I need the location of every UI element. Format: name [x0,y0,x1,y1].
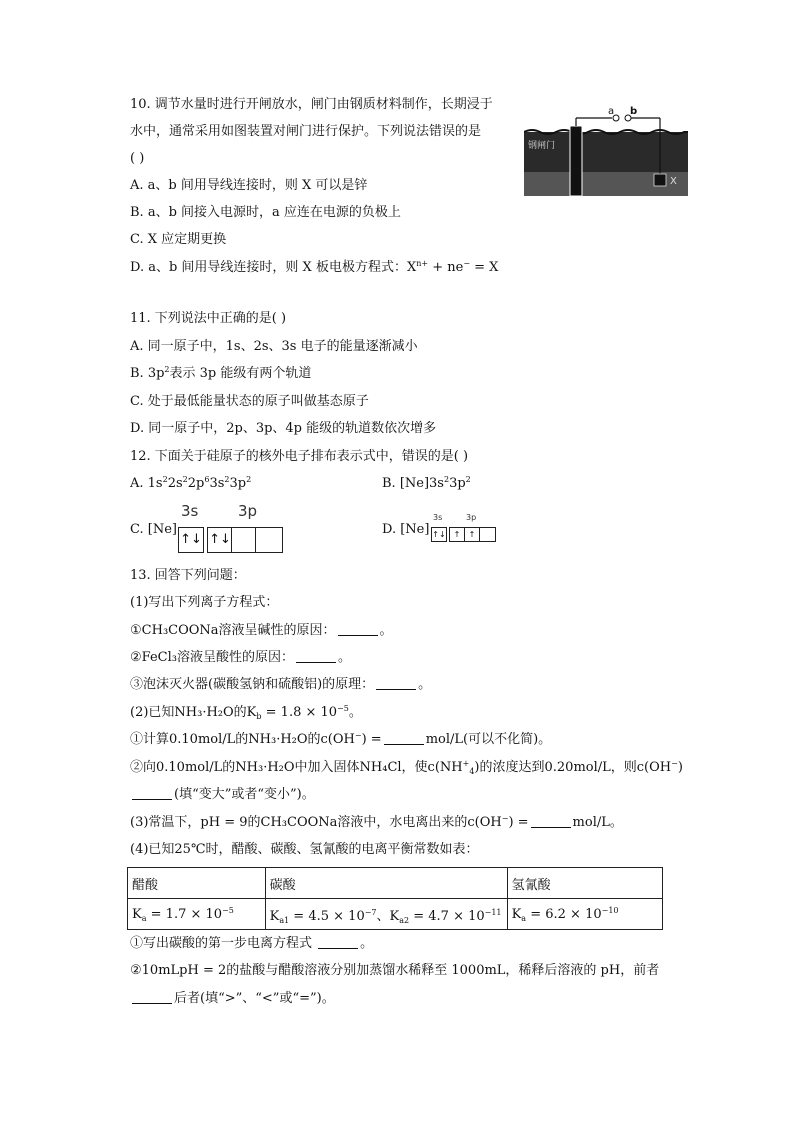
q13-part1-item2: ②FeCl₃溶液呈酸性的原因： 。 [130,650,351,665]
q13-part2-item2: ②向0.10mol/L的NH₃·H₂O中加入固体NH₄Cl，使$c(NH^+_4)$的浓度达到0.20mol/L，则c(OH−) [130,759,683,776]
q11-option-d: D. 同一原子中，2p、3p、4p 能级的轨道数依次增多 [130,421,437,436]
sluice-gate-figure [524,104,688,196]
q13-part1-item3-text: ③泡沫灭火器(碳酸氢钠和硫酸铝)的原理： [130,677,375,692]
answer-blank[interactable] [132,991,172,1004]
table-header-acetic: 醋酸 [128,868,266,899]
q11-stem: 11. 下列说法中正确的是( ) [130,311,287,326]
q10-option-b: B. a、b 间接入电源时，a 应连在电源的负极上 [130,205,401,220]
q11-option-b-pre: B. 3p [130,366,165,381]
q12-option-a-label: A. 1s [130,476,163,491]
table-row [128,899,663,930]
table-cell-carbonic: $K_{a1} = 4.5 \times 10^{-7}$、$K_{a2} = 4.7 \times 10^{-11}$ [265,899,507,930]
table-row [128,868,663,899]
q13-part3: (3)常温下，pH = 9的CH₃COONa溶液中，水电离出来的c(OH−) = mol/L。 [130,814,623,830]
ka2-carbonic: 4.7 × 10 [428,908,485,924]
q11-option-b-post: 表示 3p 能级有两个轨道 [169,366,312,381]
ka1-carbonic: 4.5 × 10 [308,908,365,924]
q13-part3-a: (3)常温下，pH = 9的CH₃COONa溶液中，水电离出来的c(OH [130,815,502,830]
orbital-arrows-3s: ↑↓ [180,532,202,547]
answer-blank[interactable] [376,677,416,690]
answer-blank[interactable] [132,787,172,800]
q11-option-a: A. 同一原子中，1s、2s、3s 电子的能量逐渐减小 [130,339,418,354]
q13-part2-text: (2)已知NH₃·H₂O的K [130,705,257,720]
ka-acetic-exp: −5 [222,905,234,915]
q10-option-d-sup: n+ [416,259,429,268]
orbital-arrow-3p-small-1: ↑ [453,530,461,539]
q13-part2-item2-b: )的浓度达到0.20mol/L，则c(OH [474,760,672,775]
q10-option-d [130,260,498,276]
ka2-carbonic-exp: −11 [484,907,502,917]
q12-option-c-label: C. [Ne] [130,522,177,537]
ka-acetic: 1.7 × 10 [165,906,223,922]
q13-part4: (4)已知25℃时，醋酸、碳酸、氢氰酸的电离平衡常数如表： [130,842,479,857]
orbital-box-3p-large [207,527,283,553]
q13-part2-item2-cont [130,787,315,803]
q11-option-c: C. 处于最低能量状态的原子叫做基态原子 [130,394,369,409]
q13-part4-item1: ①写出碳酸的第一步电离方程式 。 [130,936,374,951]
q10-option-d-end: = X [470,260,499,275]
q13-part4-item2-b: 后者(填“>”、“<”或“=”)。 [174,991,335,1006]
q10-option-d-mid: + ne [428,260,464,275]
orbital-arrows-3s-small: ↑↓ [432,530,446,539]
figure-label-x: X [670,176,677,187]
q10-option-a: A. a、b 间用导线连接时，则 X 可以是锌 [130,178,368,193]
q13-part1-item3: ③泡沫灭火器(碳酸氢钠和硫酸铝)的原理： 。 [130,677,432,692]
answer-blank[interactable] [384,732,424,745]
q13-part2-item2-a: ②向0.10mol/L的NH₃·H₂O中加入固体NH₄Cl，使c(NH [130,760,463,775]
q13-part2-item1-b: ) = [361,732,382,747]
table-header-hcn: 氢氰酸 [507,868,662,899]
answer-blank[interactable] [531,815,571,828]
answer-blank[interactable] [338,623,378,636]
answer-blank[interactable] [318,936,358,949]
ionization-constants-table [127,867,663,930]
orbital-label-3s-small: 3s [433,513,443,522]
orbital-arrow-3p-small-2: ↑ [468,530,476,539]
q11-option-b [130,366,311,382]
q13-part1-item1-text: ①CH₃COONa溶液呈碱性的原因： [130,623,336,638]
orbital-box-3s-small [431,527,447,542]
figure-label-a: a [608,106,615,117]
q13-part2-item1: ①计算0.10mol/L的NH₃·H₂O的c(OH−) = mol/L(可以不化简)。 [130,731,552,747]
table-cell-hcn: $K_a = 6.2 \times 10^{-10}$ [507,899,662,930]
q10-stem-line1: 10. 调节水量时进行开闸放水，闸门由钢质材料制作，长期浸于 [130,97,493,112]
q13-part1-item2-text: ②FeCl₃溶液呈酸性的原因： [130,650,294,665]
ka1-carbonic-exp: −7 [364,907,377,917]
table-cell-acetic: $K_a = 1.7 \times 10^{-5}$ [128,899,266,930]
q12-stem: 12. 下面关于硅原子的核外电子排布表示式中，错误的是( ) [130,449,469,464]
q13-part4-item2: ②10mLpH = 2的盐酸与醋酸溶液分别加蒸馏水稀释至 1000mL，稀释后溶液的 pH，前者 [130,963,660,978]
figure-label-gate: 钢闸门 [528,141,556,151]
q13-part2-item1-c: mol/L(可以不化简)。 [425,732,552,747]
ka-hcn-exp: −10 [601,905,619,915]
q13-part4-item2-cont [130,991,335,1007]
q12-option-b-label: B. [Ne]3s [382,476,444,491]
q12-option-a: A. $1s^22s^22p^63s^23p^2$ [130,475,252,491]
q10-stem-line2: 水中，通常采用如图装置对闸门进行保护。下列说法错误的是 [130,124,482,139]
q10-option-c: C. X 应定期更换 [130,232,227,247]
answer-blank[interactable] [296,650,336,663]
q10-option-d-text: D. a、b 间用导线连接时，则 X 板电极方程式：X [130,260,417,275]
orbital-box-3p-small [449,527,496,542]
q13-part2-value: = 1.8 × 10 [261,705,338,720]
q13-part1-item1: ①CH₃COONa溶液呈碱性的原因： 。 [130,623,393,638]
q13-part1: (1)写出下列离子方程式： [130,595,279,610]
q13-part3-c: mol/L。 [572,815,623,830]
q12-option-b: B. $[Ne]3s^23p^2$ [382,475,471,491]
q11-option-b-sup: 2 [164,365,170,374]
figure-label-b: b [630,106,638,117]
orbital-label-3p-small: 3p [466,513,477,522]
q12-option-d-label: D. [Ne] [382,522,430,537]
q13-stem: 13. 回答下列问题： [130,568,246,583]
q13-part3-b: ) = [508,815,529,830]
q13-part2-item2-c: (填“变大”或者“变小”)。 [174,787,315,802]
orbital-label-3s: 3s [181,502,199,520]
q13-part2-item1-a: ①计算0.10mol/L的NH₃·H₂O的c(OH [130,732,355,747]
q10-option-d-sup2: − [463,259,471,268]
orbital-label-3p: 3p [238,502,258,520]
q13-part2-exp: −5 [337,704,349,713]
q13-part2: (2)已知NH₃·H₂O的$K_b = 1.8 \times 10^{-5}$。 [130,704,362,721]
q10-paren: ( ) [130,151,145,166]
orbital-box-3s-large [178,527,204,553]
orbital-arrows-3p-1: ↑↓ [209,532,231,547]
q13-part4-item1-text: ①写出碳酸的第一步电离方程式 [130,936,313,951]
ka-hcn: 6.2 × 10 [545,906,602,922]
table-header-carbonic: 碳酸 [265,868,507,899]
